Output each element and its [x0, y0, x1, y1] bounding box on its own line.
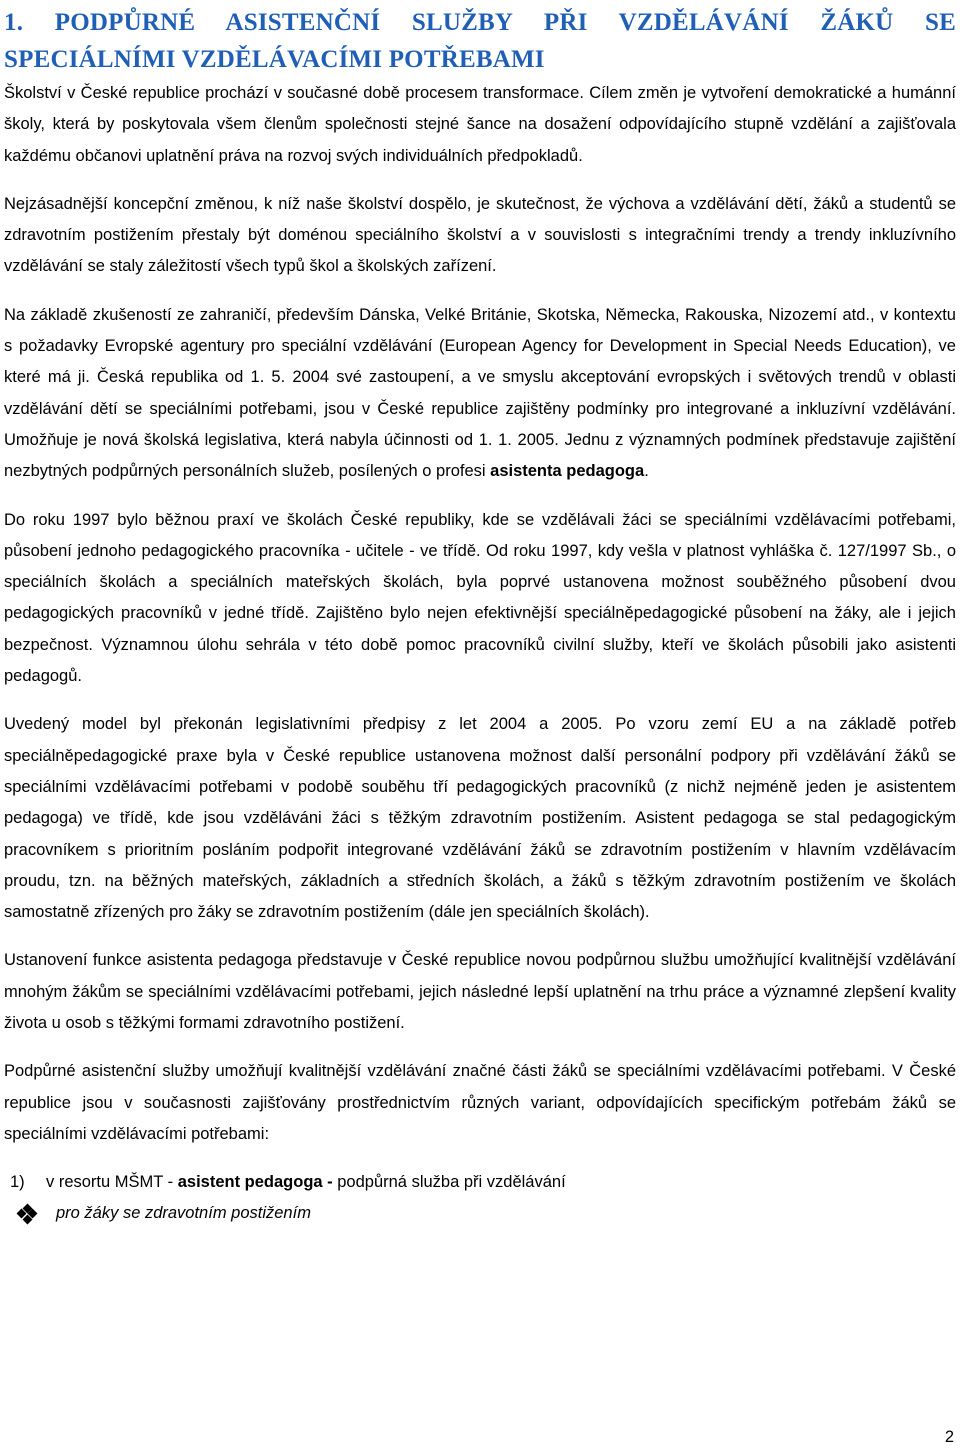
- diamond-bullet-icon: [18, 1205, 36, 1223]
- list-item: [4, 1167, 956, 1198]
- bold-term-asistenta-pedagoga: asistenta pedagoga: [490, 462, 645, 481]
- paragraph-legislation-2004-2005: Uvedený model byl překonán legislativními předpisy z let 2004 a 2005. Po vzoru zemí EU a na základě potřeb speciálněpedagogické praxe byla v České republice ustanovena možnost další personální podpory při vzdělávání žáků se speciálními vzdělávacími potřebami v podobě souběhu tří pedagogických pracovníků (z nichž nejméně jeden je asistentem pedagoga) ve třídě, kde jsou vzděláváni žáci s těžkým zdravotním postižením. Asistent pedagoga se stal pedagogickým pracovníkem s prioritním posláním podpořit integrované vzdělávání žáků se zdravotním postižením v hlavním vzdělávacím proudu, tzn. na běžných mateřských, základních a středních školách, a žáků s těžkým zdravotním postižením ve školách samostatně zřízených pro žáky se zdravotním postižením (dále jen speciálních školách).: [4, 715, 956, 922]
- paragraph-foreign-experience: [4, 300, 956, 488]
- paragraph-foreign-experience-end: .: [644, 462, 649, 481]
- list-item-prefix: v resortu MŠMT -: [46, 1173, 178, 1192]
- paragraph-foreign-experience-text: Na základě zkušeností ze zahraničí, především Dánska, Velké Británie, Skotska, Německa, Rakouska, Nizozemí atd., v kontextu s požadavky Evropské agentury pro speciální vzdělávání (European Agency for Development in Special Needs Education), ve které má ji. Česká republika od 1. 5. 2004 své zastoupení, a ve smyslu akceptování evropských i světových trendů v oblasti vzdělávání dětí se speciálními potřebami, jsou v České republice zajištěny podmínky pro integrované a inkluzívní vzdělávání. Umožňuje je nová školská legislativa, která nabyla účinnosti od 1. 1. 2005. Jednu z významných podmínek představuje zajištění nezbytných podpůrných personálních služeb, posílených o profesi: [4, 305, 956, 481]
- section-heading: 1. PODPŮRNÉ ASISTENČNÍ SLUŽBY PŘI VZDĚLÁVÁNÍ ŽÁKŮ SE SPECIÁLNÍMI VZDĚLÁVACÍMI POTŘEBAMI: [4, 9, 956, 73]
- list-item-number: 1): [10, 1173, 25, 1192]
- paragraph-transformation: Školství v České republice prochází v současné době procesem transformace. Cílem změn je vytvoření demokratické a humánní školy, která by poskytovala všem členům společnosti stejné šance na dosažení odpovídajícího stupně vzdělání a zajišťovala každému občanovi uplatnění práva na rozvoj svých individuálních předpokladů.: [4, 84, 956, 165]
- paragraph-before-1997: Do roku 1997 bylo běžnou praxí ve školách České republiky, kde se vzdělávali žáci se speciálními vzdělávacími potřebami, působení jednoho pedagogického pracovníka - učitele - ve třídě. Od roku 1997, kdy vešla v platnost vyhláška č. 127/1997 Sb., o speciálních školách a speciálních mateřských školách, byla poprvé ustanovena možnost souběžného působení dvou pedagogických pracovníků v jedné třídě. Zajištěno bylo nejen efektivnější speciálněpedagogické působení na žáky, ale i jejich bezpečnost. Významnou úlohu sehrála v této době pomoc pracovníků civilní služby, kteří ve školách působili jako asistenti pedagogů.: [4, 510, 956, 686]
- list-item-bold: asistent pedagoga -: [177, 1173, 338, 1192]
- sub-list-item: [4, 1198, 956, 1229]
- variants-list: [4, 1167, 956, 1229]
- sub-list-item-text: pro žáky se zdravotním postižením: [56, 1204, 311, 1223]
- paragraph-conceptual-change: Nejzásadnější koncepční změnou, k níž naše školství dospělo, je skutečnost, že výchova a vzdělávání dětí, žáků a studentů se zdravotním postižením přestaly být doménou speciálního školství a v souvislosti s integračními trendy a trendy inkluzívního vzdělávání se staly záležitostí všech typů škol a školských zařízení.: [4, 194, 956, 276]
- list-item-suffix: podpůrná služba při vzdělávání: [337, 1173, 566, 1192]
- list-item-text: [46, 1167, 566, 1198]
- paragraph-support-services: Podpůrné asistenční služby umožňují kvalitnější vzdělávání značné části žáků se speciálními vzdělávacími potřebami. V České republice jsou v současnosti zajišťovány prostřednictvím různých variant, odpovídajících specifickým potřebám žáků se speciálními vzdělávacími potřebami:: [4, 1062, 956, 1143]
- page-number: 2: [944, 1428, 954, 1446]
- paragraph-assistant-function: Ustanovení funkce asistenta pedagoga představuje v České republice novou podpůrnou službu umožňující kvalitnější vzdělávání mnohým žákům se speciálními vzdělávacími potřebami, jejich následné lepší uplatnění na trhu práce a významné zlepšení kvality života u osob s těžkými formami zdravotního postižení.: [4, 951, 956, 1033]
